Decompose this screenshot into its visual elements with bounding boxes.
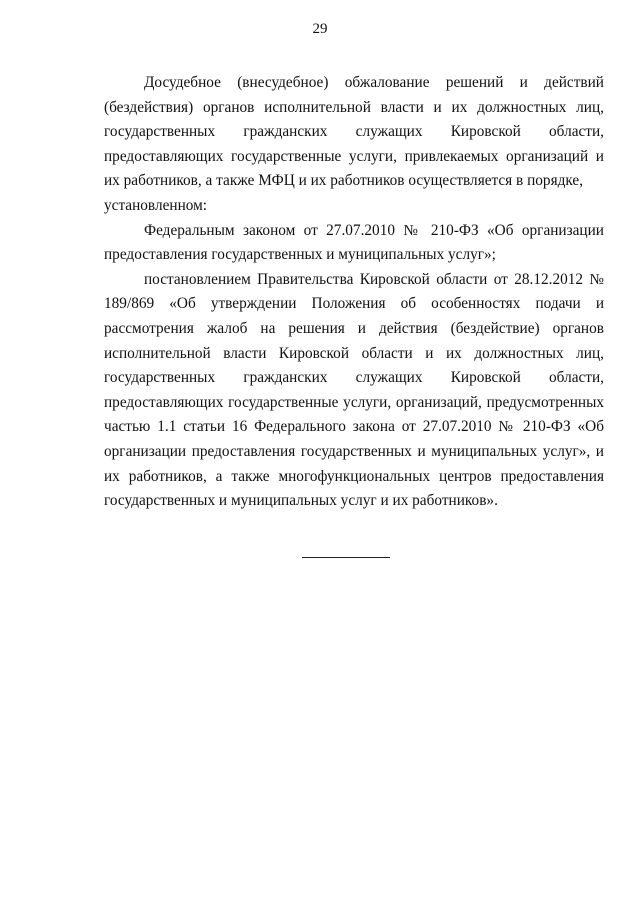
paragraph-established: установленном: bbox=[104, 196, 208, 214]
paragraph-federal-law: Федеральным законом от 27.07.2010 № 210-ФЗ «Об организации предоставления государственных и муниципальных услуг»; bbox=[104, 221, 604, 264]
end-of-document-rule bbox=[302, 557, 390, 558]
paragraph-appeal-procedure: Досудебное (внесудебное) обжалование решений и действий (бездействия) органов исполнительной власти и их должностных лиц, государственных гражданских служащих Кировской области, предоставляющих государственные услуги, привлекаемых организаций и их работников, а также МФЦ и их работников осуществляется в порядке, bbox=[104, 74, 604, 190]
page-number: 29 bbox=[312, 21, 328, 37]
document-body bbox=[104, 71, 604, 514]
paragraph-government-resolution: постановлением Правительства Кировской области от 28.12.2012 № 189/869 «Об утверждении Положения об особенностях подачи и рассмотрения жалоб на решения и действия (бездействие) органов исполнительной власти Кировской области и их должностных лиц, государственных гражданских служащих Кировской области, предоставляющих государственные услуги, организаций, предусмотренных частью 1.1 статьи 16 Федерального закона от 27.07.2010 № 210-ФЗ «Об организации предоставления государственных и муниципальных услуг», и их работников, а также многофункциональных центров предоставления государственных и муниципальных услуг и их работников». bbox=[104, 270, 604, 510]
